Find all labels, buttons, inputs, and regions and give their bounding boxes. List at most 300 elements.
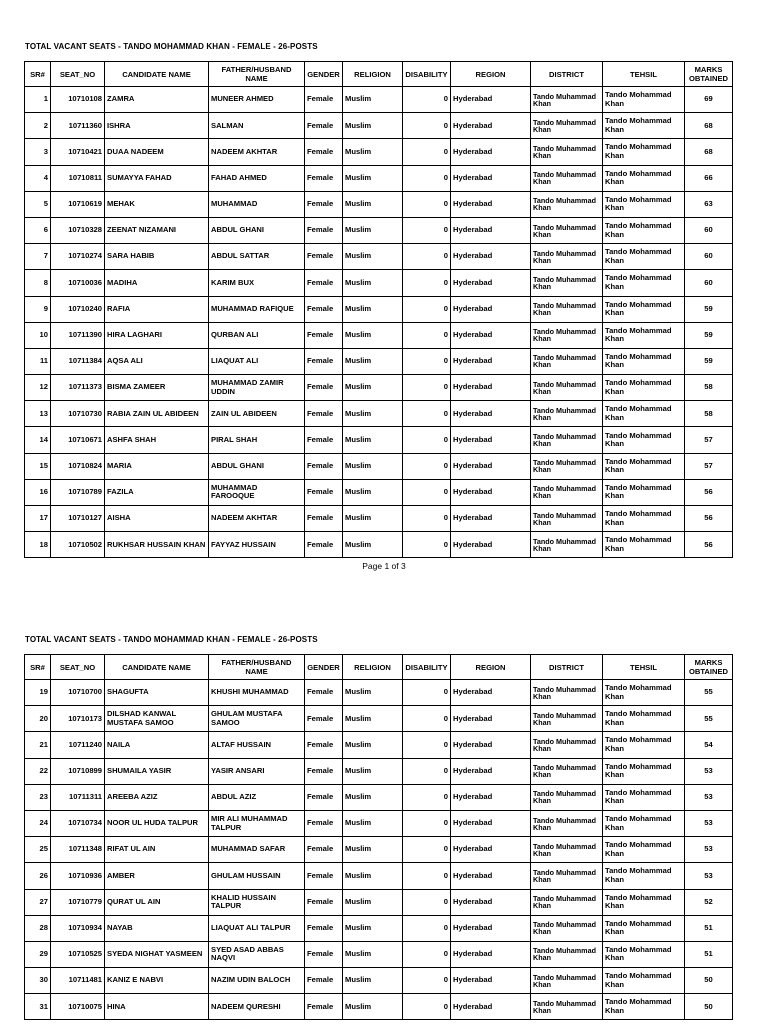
cell-district <box>531 732 603 758</box>
cell-father-name: ZAIN UL ABIDEEN <box>209 401 305 427</box>
cell-tehsil: Tando Mohammad Khan <box>603 427 685 453</box>
cell-region: Hyderabad <box>451 375 531 401</box>
table-row <box>25 863 733 889</box>
cell-gender: Female <box>305 506 343 532</box>
cell-seat-no: 10710173 <box>51 706 105 732</box>
cell-candidate-name: MEHAK <box>105 191 209 217</box>
cell-religion: Muslim <box>343 479 403 505</box>
column-header-region: REGION <box>451 655 531 680</box>
cell-religion: Muslim <box>343 270 403 296</box>
district-text: Tando Muhammad Khan <box>533 537 596 552</box>
cell-region: Hyderabad <box>451 889 531 915</box>
district-text: Tando Muhammad Khan <box>533 921 596 936</box>
district-text: Tando Muhammad Khan <box>533 92 596 107</box>
cell-gender: Female <box>305 758 343 784</box>
district-text: Tando Muhammad Khan <box>533 711 596 726</box>
column-header-marks: MARKS OBTAINED <box>685 62 733 87</box>
cell-tehsil: Tando Mohammad Khan <box>603 968 685 994</box>
cell-seat-no: 10710934 <box>51 915 105 941</box>
cell-candidate-name: AREEBA AZIZ <box>105 784 209 810</box>
cell-gender: Female <box>305 401 343 427</box>
cell-marks: 59 <box>685 322 733 348</box>
cell-region: Hyderabad <box>451 87 531 113</box>
cell-father-name: MUHAMMAD FAROOQUE <box>209 479 305 505</box>
cell-district <box>531 889 603 915</box>
cell-seat-no: 10711240 <box>51 732 105 758</box>
table-row <box>25 113 733 139</box>
cell-region: Hyderabad <box>451 479 531 505</box>
cell-disability: 0 <box>403 191 451 217</box>
cell-district <box>531 863 603 889</box>
table-row <box>25 322 733 348</box>
cell-sr: 6 <box>25 217 51 243</box>
cell-gender: Female <box>305 296 343 322</box>
cell-sr: 18 <box>25 532 51 558</box>
district-text: Tando Muhammad Khan <box>533 249 596 264</box>
cell-religion: Muslim <box>343 758 403 784</box>
cell-disability: 0 <box>403 837 451 863</box>
column-header-tehsil: TEHSIL <box>603 62 685 87</box>
cell-father-name: MUHAMMAD SAFAR <box>209 837 305 863</box>
cell-disability: 0 <box>403 506 451 532</box>
cell-disability: 0 <box>403 453 451 479</box>
cell-region: Hyderabad <box>451 863 531 889</box>
cell-region: Hyderabad <box>451 113 531 139</box>
cell-district <box>531 270 603 296</box>
district-text: Tando Muhammad Khan <box>533 764 596 779</box>
cell-candidate-name: SUMAYYA FAHAD <box>105 165 209 191</box>
cell-gender: Female <box>305 784 343 810</box>
cell-disability: 0 <box>403 165 451 191</box>
cell-tehsil: Tando Mohammad Khan <box>603 941 685 967</box>
column-header-sr: SR# <box>25 655 51 680</box>
table-row <box>25 810 733 836</box>
cell-father-name: LIAQUAT ALI <box>209 348 305 374</box>
cell-marks: 57 <box>685 453 733 479</box>
cell-father-name: NADEEM AKHTAR <box>209 139 305 165</box>
cell-region: Hyderabad <box>451 810 531 836</box>
cell-religion: Muslim <box>343 863 403 889</box>
cell-gender: Female <box>305 968 343 994</box>
cell-marks: 58 <box>685 401 733 427</box>
district-text: Tando Muhammad Khan <box>533 459 596 474</box>
cell-district <box>531 479 603 505</box>
cell-candidate-name: RUKHSAR HUSSAIN KHAN <box>105 532 209 558</box>
cell-father-name: FAYYAZ HUSSAIN <box>209 532 305 558</box>
cell-district <box>531 758 603 784</box>
cell-disability: 0 <box>403 322 451 348</box>
cell-tehsil: Tando Mohammad Khan <box>603 165 685 191</box>
cell-region: Hyderabad <box>451 968 531 994</box>
cell-seat-no: 10710240 <box>51 296 105 322</box>
table-row <box>25 244 733 270</box>
cell-seat-no: 10711360 <box>51 113 105 139</box>
cell-religion: Muslim <box>343 810 403 836</box>
cell-region: Hyderabad <box>451 244 531 270</box>
cell-candidate-name: SHUMAILA YASIR <box>105 758 209 784</box>
cell-disability: 0 <box>403 244 451 270</box>
cell-region: Hyderabad <box>451 837 531 863</box>
cell-tehsil: Tando Mohammad Khan <box>603 375 685 401</box>
cell-region: Hyderabad <box>451 732 531 758</box>
table-row <box>25 479 733 505</box>
cell-sr: 5 <box>25 191 51 217</box>
cell-sr: 28 <box>25 915 51 941</box>
cell-seat-no: 10710700 <box>51 680 105 706</box>
cell-region: Hyderabad <box>451 270 531 296</box>
cell-district <box>531 837 603 863</box>
table-row <box>25 706 733 732</box>
cell-gender: Female <box>305 113 343 139</box>
cell-tehsil: Tando Mohammad Khan <box>603 139 685 165</box>
cell-seat-no: 10710789 <box>51 479 105 505</box>
cell-father-name: ABDUL GHANI <box>209 217 305 243</box>
cell-disability: 0 <box>403 994 451 1020</box>
cell-disability: 0 <box>403 968 451 994</box>
header-row <box>25 62 733 87</box>
cell-seat-no: 10711390 <box>51 322 105 348</box>
column-header-disability: DISABILITY <box>403 62 451 87</box>
cell-disability: 0 <box>403 401 451 427</box>
cell-district <box>531 968 603 994</box>
table-row <box>25 453 733 479</box>
cell-sr: 17 <box>25 506 51 532</box>
cell-tehsil: Tando Mohammad Khan <box>603 348 685 374</box>
cell-seat-no: 10711348 <box>51 837 105 863</box>
cell-gender: Female <box>305 837 343 863</box>
cell-tehsil: Tando Mohammad Khan <box>603 87 685 113</box>
cell-disability: 0 <box>403 532 451 558</box>
cell-tehsil: Tando Mohammad Khan <box>603 113 685 139</box>
district-text: Tando Muhammad Khan <box>533 197 596 212</box>
cell-gender: Female <box>305 810 343 836</box>
cell-region: Hyderabad <box>451 348 531 374</box>
cell-sr: 31 <box>25 994 51 1020</box>
cell-tehsil: Tando Mohammad Khan <box>603 680 685 706</box>
cell-district <box>531 401 603 427</box>
cell-marks: 53 <box>685 863 733 889</box>
cell-religion: Muslim <box>343 348 403 374</box>
district-text: Tando Muhammad Khan <box>533 144 596 159</box>
cell-disability: 0 <box>403 479 451 505</box>
cell-tehsil: Tando Mohammad Khan <box>603 994 685 1020</box>
cell-marks: 52 <box>685 889 733 915</box>
district-text: Tando Muhammad Khan <box>533 302 596 317</box>
district-text: Tando Muhammad Khan <box>533 406 596 421</box>
cell-district <box>531 348 603 374</box>
cell-district <box>531 244 603 270</box>
column-header-gender: GENDER <box>305 62 343 87</box>
cell-tehsil: Tando Mohammad Khan <box>603 322 685 348</box>
cell-sr: 25 <box>25 837 51 863</box>
cell-marks: 55 <box>685 680 733 706</box>
cell-seat-no: 10710525 <box>51 941 105 967</box>
cell-father-name: MUNEER AHMED <box>209 87 305 113</box>
cell-candidate-name: DILSHAD KANWAL MUSTAFA SAMOO <box>105 706 209 732</box>
cell-seat-no: 10710274 <box>51 244 105 270</box>
cell-sr: 10 <box>25 322 51 348</box>
column-header-father-name: FATHER/HUSBAND NAME <box>209 655 305 680</box>
cell-gender: Female <box>305 889 343 915</box>
cell-religion: Muslim <box>343 244 403 270</box>
cell-region: Hyderabad <box>451 217 531 243</box>
cell-father-name: KHALID HUSSAIN TALPUR <box>209 889 305 915</box>
cell-father-name: MUHAMMAD <box>209 191 305 217</box>
cell-disability: 0 <box>403 680 451 706</box>
cell-gender: Female <box>305 732 343 758</box>
cell-father-name: LIAQUAT ALI TALPUR <box>209 915 305 941</box>
cell-candidate-name: KANIZ E NABVI <box>105 968 209 994</box>
cell-seat-no: 10711373 <box>51 375 105 401</box>
cell-candidate-name: BISMA ZAMEER <box>105 375 209 401</box>
district-text: Tando Muhammad Khan <box>533 999 596 1014</box>
cell-disability: 0 <box>403 270 451 296</box>
district-text: Tando Muhammad Khan <box>533 354 596 369</box>
cell-region: Hyderabad <box>451 506 531 532</box>
cell-candidate-name: RAFIA <box>105 296 209 322</box>
cell-religion: Muslim <box>343 784 403 810</box>
cell-gender: Female <box>305 348 343 374</box>
cell-father-name: PIRAL SHAH <box>209 427 305 453</box>
cell-seat-no: 10711311 <box>51 784 105 810</box>
table-row <box>25 165 733 191</box>
cell-religion: Muslim <box>343 968 403 994</box>
cell-religion: Muslim <box>343 401 403 427</box>
cell-gender: Female <box>305 706 343 732</box>
district-text: Tando Muhammad Khan <box>533 895 596 910</box>
cell-tehsil: Tando Mohammad Khan <box>603 810 685 836</box>
cell-tehsil: Tando Mohammad Khan <box>603 270 685 296</box>
district-text: Tando Muhammad Khan <box>533 737 596 752</box>
cell-sr: 21 <box>25 732 51 758</box>
cell-religion: Muslim <box>343 113 403 139</box>
table-row <box>25 532 733 558</box>
cell-gender: Female <box>305 453 343 479</box>
cell-region: Hyderabad <box>451 915 531 941</box>
cell-district <box>531 941 603 967</box>
cell-district <box>531 994 603 1020</box>
cell-candidate-name: RIFAT UL AIN <box>105 837 209 863</box>
cell-religion: Muslim <box>343 165 403 191</box>
cell-gender: Female <box>305 270 343 296</box>
district-text: Tando Muhammad Khan <box>533 485 596 500</box>
cell-region: Hyderabad <box>451 296 531 322</box>
cell-gender: Female <box>305 165 343 191</box>
column-header-father-name: FATHER/HUSBAND NAME <box>209 62 305 87</box>
cell-seat-no: 10710502 <box>51 532 105 558</box>
cell-sr: 19 <box>25 680 51 706</box>
cell-marks: 50 <box>685 994 733 1020</box>
cell-gender: Female <box>305 375 343 401</box>
table-row <box>25 139 733 165</box>
cell-religion: Muslim <box>343 453 403 479</box>
cell-marks: 60 <box>685 217 733 243</box>
cell-marks: 60 <box>685 270 733 296</box>
cell-marks: 57 <box>685 427 733 453</box>
cell-religion: Muslim <box>343 532 403 558</box>
table-row <box>25 191 733 217</box>
column-header-religion: RELIGION <box>343 62 403 87</box>
cell-tehsil: Tando Mohammad Khan <box>603 532 685 558</box>
cell-sr: 24 <box>25 810 51 836</box>
cell-district <box>531 784 603 810</box>
cell-sr: 3 <box>25 139 51 165</box>
cell-tehsil: Tando Mohammad Khan <box>603 479 685 505</box>
cell-district <box>531 532 603 558</box>
cell-seat-no: 10710936 <box>51 863 105 889</box>
cell-marks: 53 <box>685 784 733 810</box>
cell-tehsil: Tando Mohammad Khan <box>603 453 685 479</box>
cell-sr: 14 <box>25 427 51 453</box>
district-text: Tando Muhammad Khan <box>533 685 596 700</box>
cell-region: Hyderabad <box>451 427 531 453</box>
cell-region: Hyderabad <box>451 191 531 217</box>
cell-disability: 0 <box>403 915 451 941</box>
cell-tehsil: Tando Mohammad Khan <box>603 889 685 915</box>
cell-candidate-name: SARA HABIB <box>105 244 209 270</box>
cell-religion: Muslim <box>343 732 403 758</box>
cell-gender: Female <box>305 427 343 453</box>
column-header-sr: SR# <box>25 62 51 87</box>
cell-gender: Female <box>305 244 343 270</box>
cell-candidate-name: AQSA ALI <box>105 348 209 374</box>
column-header-seat-no: SEAT_NO <box>51 655 105 680</box>
district-text: Tando Muhammad Khan <box>533 947 596 962</box>
cell-seat-no: 10710811 <box>51 165 105 191</box>
column-header-disability: DISABILITY <box>403 655 451 680</box>
cell-religion: Muslim <box>343 994 403 1020</box>
cell-candidate-name: ASHFA SHAH <box>105 427 209 453</box>
cell-marks: 59 <box>685 348 733 374</box>
cell-religion: Muslim <box>343 191 403 217</box>
cell-region: Hyderabad <box>451 784 531 810</box>
table-row <box>25 915 733 941</box>
cell-tehsil: Tando Mohammad Khan <box>603 706 685 732</box>
cell-district <box>531 217 603 243</box>
table-row <box>25 941 733 967</box>
cell-sr: 1 <box>25 87 51 113</box>
cell-candidate-name: FAZILA <box>105 479 209 505</box>
cell-tehsil: Tando Mohammad Khan <box>603 191 685 217</box>
column-header-district: DISTRICT <box>531 62 603 87</box>
page-title: TOTAL VACANT SEATS - TANDO MOHAMMAD KHAN - FEMALE - 26-POSTS <box>25 42 318 51</box>
cell-gender: Female <box>305 941 343 967</box>
cell-marks: 58 <box>685 375 733 401</box>
cell-religion: Muslim <box>343 837 403 863</box>
cell-father-name: FAHAD AHMED <box>209 165 305 191</box>
cell-religion: Muslim <box>343 706 403 732</box>
cell-seat-no: 10710619 <box>51 191 105 217</box>
table-row <box>25 401 733 427</box>
cell-religion: Muslim <box>343 941 403 967</box>
cell-religion: Muslim <box>343 375 403 401</box>
district-text: Tando Muhammad Khan <box>533 433 596 448</box>
cell-seat-no: 10710036 <box>51 270 105 296</box>
cell-district <box>531 915 603 941</box>
cell-marks: 56 <box>685 506 733 532</box>
cell-disability: 0 <box>403 706 451 732</box>
column-header-district: DISTRICT <box>531 655 603 680</box>
cell-district <box>531 322 603 348</box>
cell-sr: 23 <box>25 784 51 810</box>
cell-sr: 7 <box>25 244 51 270</box>
cell-gender: Female <box>305 532 343 558</box>
cell-candidate-name: MADIHA <box>105 270 209 296</box>
cell-disability: 0 <box>403 348 451 374</box>
cell-father-name: YASIR ANSARI <box>209 758 305 784</box>
column-header-tehsil: TEHSIL <box>603 655 685 680</box>
cell-religion: Muslim <box>343 217 403 243</box>
cell-candidate-name: ISHRA <box>105 113 209 139</box>
district-text: Tando Muhammad Khan <box>533 973 596 988</box>
page-number: Page 1 of 3 <box>362 561 406 571</box>
district-text: Tando Muhammad Khan <box>533 275 596 290</box>
cell-tehsil: Tando Mohammad Khan <box>603 506 685 532</box>
cell-candidate-name: SYEDA NIGHAT YASMEEN <box>105 941 209 967</box>
district-text: Tando Muhammad Khan <box>533 171 596 186</box>
cell-disability: 0 <box>403 87 451 113</box>
district-text: Tando Muhammad Khan <box>533 868 596 883</box>
cell-candidate-name: NOOR UL HUDA TALPUR <box>105 810 209 836</box>
district-text: Tando Muhammad Khan <box>533 816 596 831</box>
cell-religion: Muslim <box>343 506 403 532</box>
cell-region: Hyderabad <box>451 165 531 191</box>
cell-disability: 0 <box>403 889 451 915</box>
cell-gender: Female <box>305 915 343 941</box>
cell-district <box>531 375 603 401</box>
cell-seat-no: 10710671 <box>51 427 105 453</box>
cell-disability: 0 <box>403 296 451 322</box>
cell-tehsil: Tando Mohammad Khan <box>603 217 685 243</box>
cell-region: Hyderabad <box>451 139 531 165</box>
cell-disability: 0 <box>403 732 451 758</box>
column-header-region: REGION <box>451 62 531 87</box>
cell-marks: 63 <box>685 191 733 217</box>
cell-father-name: MUHAMMAD ZAMIR UDDIN <box>209 375 305 401</box>
cell-father-name: QURBAN ALI <box>209 322 305 348</box>
cell-gender: Female <box>305 322 343 348</box>
cell-district <box>531 87 603 113</box>
cell-tehsil: Tando Mohammad Khan <box>603 863 685 889</box>
cell-religion: Muslim <box>343 915 403 941</box>
cell-tehsil: Tando Mohammad Khan <box>603 732 685 758</box>
cell-region: Hyderabad <box>451 994 531 1020</box>
cell-religion: Muslim <box>343 139 403 165</box>
cell-candidate-name: AISHA <box>105 506 209 532</box>
cell-tehsil: Tando Mohammad Khan <box>603 784 685 810</box>
cell-district <box>531 680 603 706</box>
cell-religion: Muslim <box>343 889 403 915</box>
cell-region: Hyderabad <box>451 322 531 348</box>
cell-seat-no: 10710127 <box>51 506 105 532</box>
cell-district <box>531 165 603 191</box>
cell-father-name: SALMAN <box>209 113 305 139</box>
district-text: Tando Muhammad Khan <box>533 511 596 526</box>
cell-candidate-name: RABIA ZAIN UL ABIDEEN <box>105 401 209 427</box>
cell-tehsil: Tando Mohammad Khan <box>603 837 685 863</box>
cell-disability: 0 <box>403 139 451 165</box>
column-header-seat-no: SEAT_NO <box>51 62 105 87</box>
header-row <box>25 655 733 680</box>
column-header-candidate-name: CANDIDATE NAME <box>105 655 209 680</box>
table-row <box>25 968 733 994</box>
cell-candidate-name: MARIA <box>105 453 209 479</box>
district-text: Tando Muhammad Khan <box>533 842 596 857</box>
cell-seat-no: 10710779 <box>51 889 105 915</box>
table-row <box>25 837 733 863</box>
table-row <box>25 680 733 706</box>
cell-gender: Female <box>305 191 343 217</box>
